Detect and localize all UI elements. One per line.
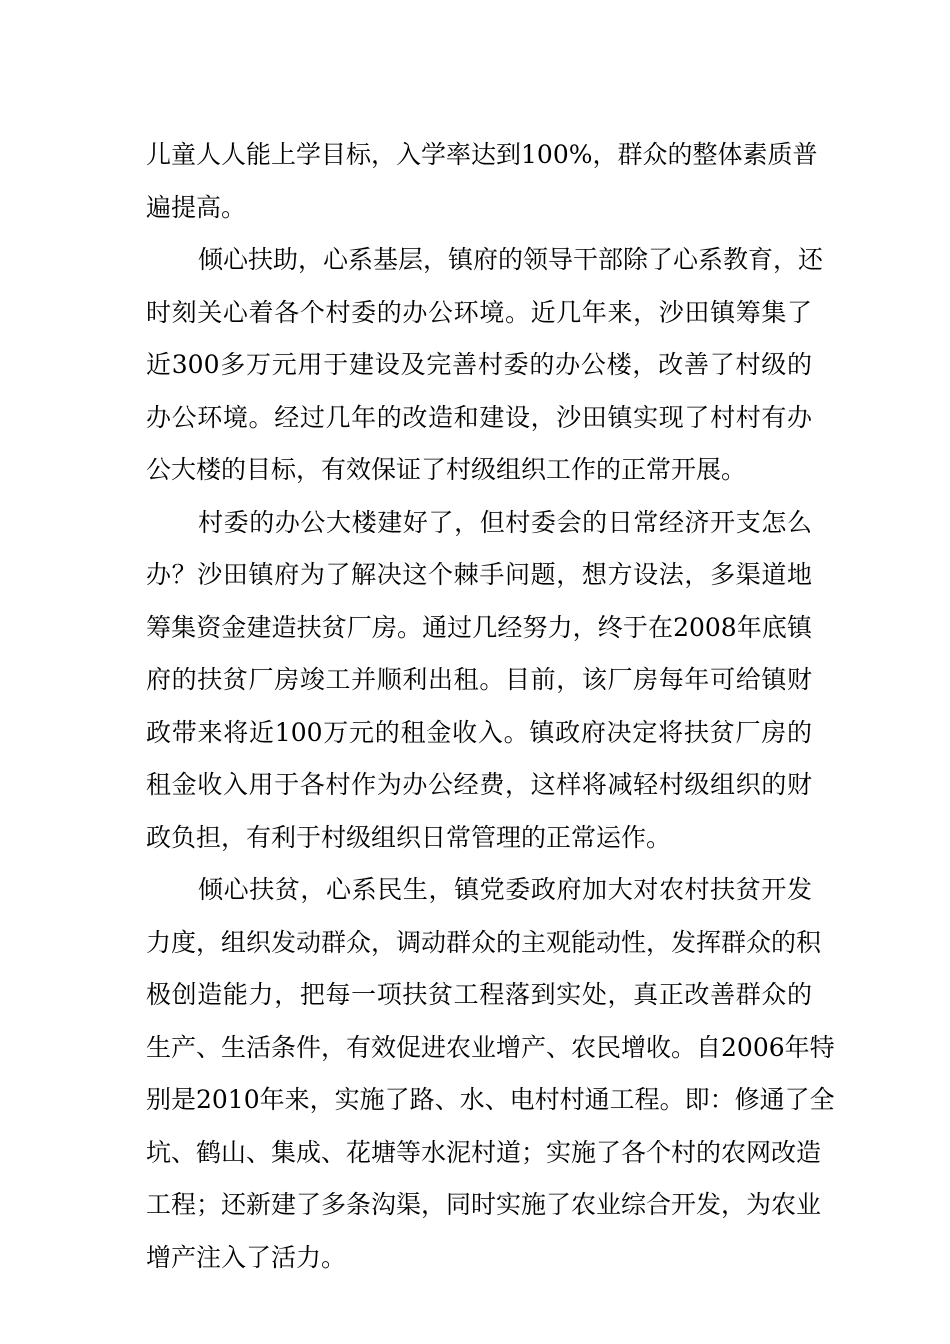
paragraph-2	[146, 234, 824, 497]
text-line: 办公环境。经过几年的改造和建设，沙田镇实现了村村有办	[146, 402, 812, 432]
text-line: 遍提高。	[146, 192, 247, 222]
text-line: 近300多万元用于建设及完善村委的办公楼，改善了村级的	[146, 350, 812, 379]
text-line: 公大楼的目标，有效保证了村级组织工作的正常开展。	[146, 455, 747, 484]
paragraph-4	[146, 864, 835, 1284]
paragraph-1	[146, 129, 818, 234]
paragraph-3	[146, 497, 812, 865]
text-line: 筹集资金建造扶贫厂房。通过几经努力，终于在2008年底镇	[146, 612, 812, 642]
text-line: 力度，组织发动群众，调动群众的主观能动性，发挥群众的积	[146, 927, 822, 957]
text-line: 办？沙田镇府为了解决这个棘手问题，想方设法，多渠道地	[146, 560, 812, 589]
text-line: 别是2010年来，实施了路、水、电村村通工程。即：修通了全	[146, 1085, 835, 1114]
text-line: 极创造能力，把每一项扶贫工程落到实处，真正改善群众的	[146, 980, 812, 1009]
text-line: 政负担，有利于村级组织日常管理的正常运作。	[146, 822, 672, 852]
text-line: 工程；还新建了多条沟渠，同时实施了农业综合开发，为农业	[146, 1190, 822, 1219]
text-line: 时刻关心着各个村委的办公环境。近几年来，沙田镇筹集了	[146, 297, 812, 327]
text-line: 坑、鹤山、集成、花塘等水泥村道；实施了各个村的农网改造	[146, 1137, 822, 1167]
document-body	[146, 129, 835, 1284]
text-line: 生产、生活条件，有效促进农业增产、农民增收。自2006年特	[146, 1032, 835, 1062]
text-line: 村委的办公大楼建好了，但村委会的日常经济开支怎么	[198, 507, 812, 537]
text-line: 政带来将近100万元的租金收入。镇政府决定将扶贫厂房的	[146, 717, 812, 747]
text-line: 增产注入了活力。	[146, 1242, 347, 1272]
text-line: 倾心扶助，心系基层，镇府的领导干部除了心系教育，还	[198, 245, 824, 274]
text-line: 府的扶贫厂房竣工并顺利出租。目前，该厂房每年可给镇财	[146, 665, 812, 694]
text-line: 租金收入用于各村作为办公经费，这样将减轻村级组织的财	[146, 770, 812, 799]
text-line: 儿童人人能上学目标，入学率达到100%，群众的整体素质普	[146, 140, 818, 169]
text-line: 倾心扶贫，心系民生，镇党委政府加大对农村扶贫开发	[198, 875, 812, 904]
